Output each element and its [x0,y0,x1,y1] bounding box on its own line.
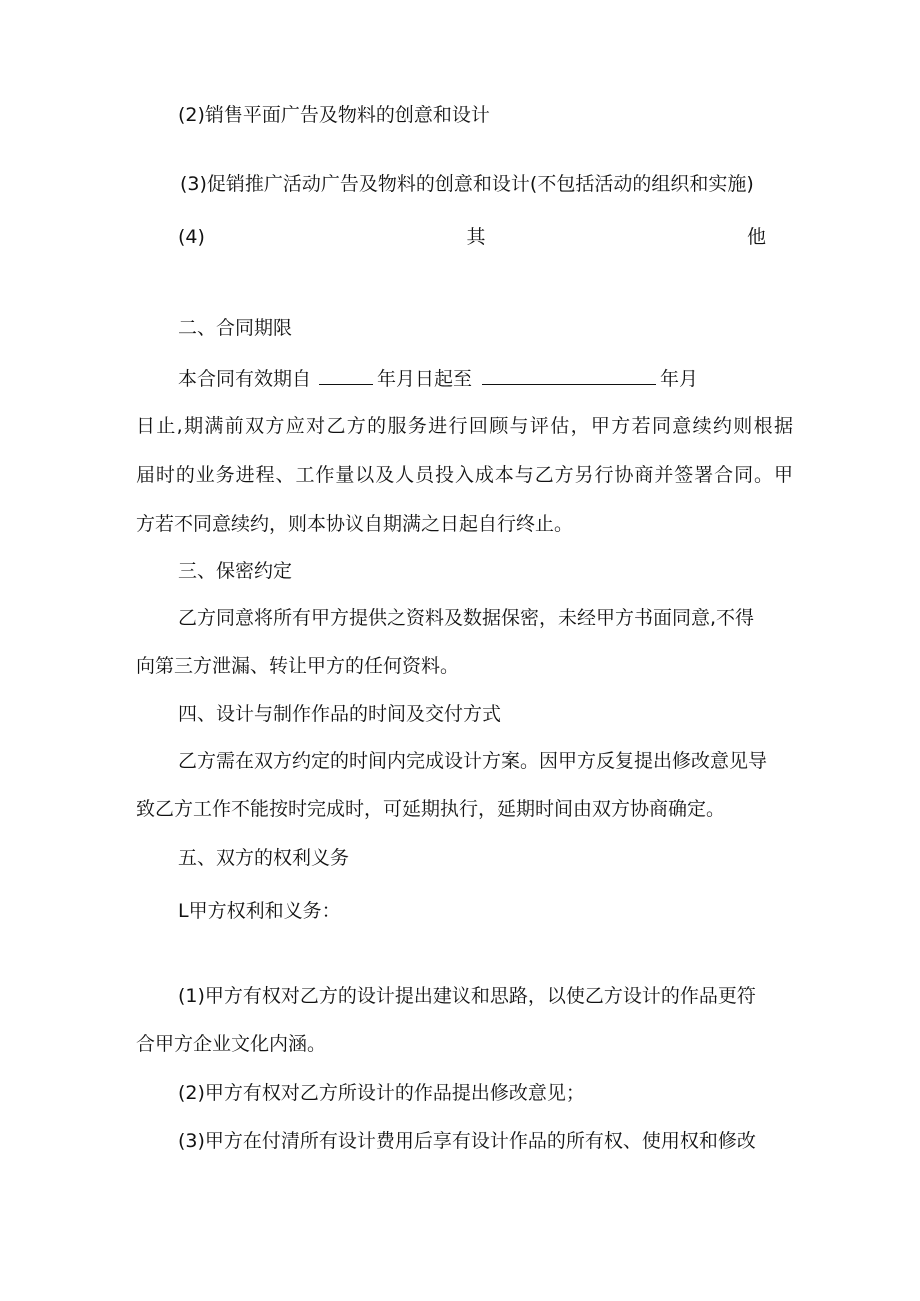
scope-item-2: (2)销售平面广告及物料的创意和设计 [178,104,490,126]
delivery-line-1: 乙方需在双方约定的时间内完成设计方案。因甲方反复提出修改意见导 [178,750,768,772]
rights-subheading-party-a: L甲方权利和义务： [178,900,341,922]
section-heading-term: 二、合同期限 [178,317,293,339]
section-heading-delivery: 四、设计与制作作品的时间及交付方式 [178,703,502,725]
end-date-blank [482,364,656,385]
term-line-3: 届时的业务进程、工作量以及人员投入成本与乙方另行协商并签署合同。甲 [136,464,793,486]
delivery-line-2: 致乙方工作不能按时完成时，可延期执行，延期时间由双方协商确定。 [136,798,726,820]
term-text-start: 本合同有效期自 [178,368,312,390]
term-line-4: 方若不同意续约，则本协议自期满之日起自行终止。 [136,513,574,535]
term-text-middle: 年月日起至 [377,368,473,390]
term-text-end: 年月 [660,368,699,390]
rights-item-1-line-2: 合甲方企业文化内涵。 [136,1033,327,1055]
confidential-line-2: 向第三方泄漏、转让甲方的任何资料。 [136,655,460,677]
rights-item-2: (2)甲方有权对乙方所设计的作品提出修改意见； [178,1082,585,1104]
term-line-2: 日止,期满前双方应对乙方的服务进行回顾与评估，甲方若同意续约则根据 [136,415,793,437]
term-line-1 [178,364,698,393]
scope-item-4-char-2: 他 [746,226,766,248]
scope-item-4-char-1: 其 [466,226,486,248]
scope-item-4-number: (4) [178,226,205,248]
start-date-blank [319,364,373,385]
scope-item-3: (3)促销推广活动广告及物料的创意和设计(不包括活动的组织和实施) [180,173,754,195]
scope-item-4 [178,224,766,251]
rights-item-1-line-1: (1)甲方有权对乙方的设计提出建议和思路，以使乙方设计的作品更符 [178,985,756,1007]
section-heading-confidential: 三、保密约定 [178,560,293,582]
confidential-line-1: 乙方同意将所有甲方提供之资料及数据保密，未经甲方书面同意,不得 [178,607,755,629]
rights-item-3-line-1: (3)甲方在付清所有设计费用后享有设计作品的所有权、使用权和修改 [178,1130,756,1152]
section-heading-rights: 五、双方的权利义务 [178,847,350,869]
